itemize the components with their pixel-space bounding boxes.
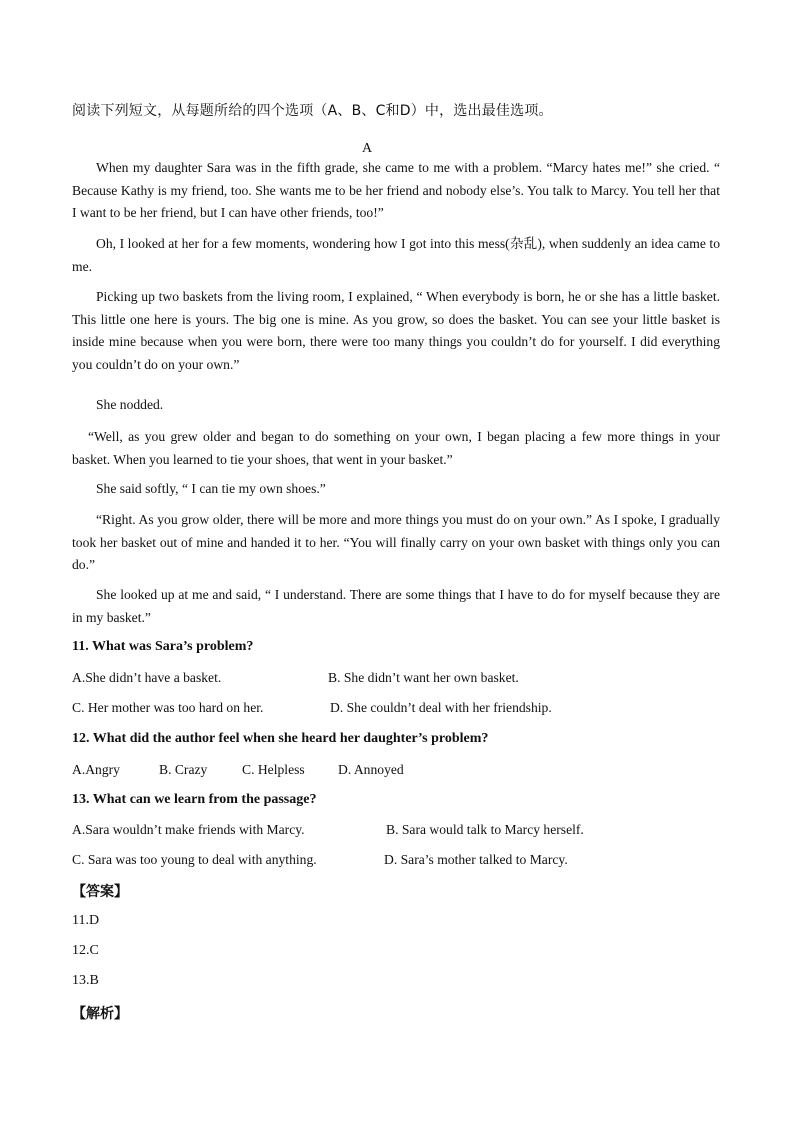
answer-heading: 【答案】 [72, 884, 128, 900]
analysis-heading: 【解析】 [72, 1006, 128, 1022]
question-12-option-d: D. Annoyed [338, 762, 404, 777]
answer-12: 12.C [72, 943, 99, 958]
question-11-option-a: A.She didn’t have a basket. [72, 670, 222, 685]
passage-paragraph-2: Oh, I looked at her for a few moments, wondering how I got into this mess(杂乱), when suddenly an idea came to me. [72, 236, 720, 274]
question-12-option-b: B. Crazy [159, 762, 208, 777]
question-13-option-d: D. Sara’s mother talked to Marcy. [384, 852, 568, 867]
passage-paragraph-6: She said softly, “ I can tie my own shoes.” [96, 481, 326, 496]
passage-paragraph-1: When my daughter Sara was in the fifth grade, she came to me with a problem. “Marcy hates me!” she cried. “ Because Kathy is my friend, too. She wants me to be her friend and nobody else’s. You talk to Marcy. You tell her that I want to be her friend, but I can have other friends, too!” [72, 160, 720, 221]
question-11-option-d: D. She couldn’t deal with her friendship. [330, 700, 552, 715]
passage-paragraph-3: Picking up two baskets from the living room, I explained, “ When everybody is born, he or she has a little basket. This little one here is yours. The big one is mine. As you grow, so does the basket. You can see your little basket is inside mine because when you were born, there were too many things you couldn’t do for yourself. I did everything you couldn’t do on your own.” [72, 289, 720, 372]
question-12-option-c: C. Helpless [242, 762, 305, 777]
question-12-option-a: A.Angry [72, 762, 120, 777]
passage-paragraph-5: “Well, as you grew older and began to do something on your own, I began placing a few more things in your basket. When you learned to tie your shoes, that went in your basket.” [72, 429, 720, 467]
answer-11: 11.D [72, 913, 100, 928]
answer-13: 13.B [72, 973, 99, 988]
passage-paragraph-8: She looked up at me and said, “ I understand. There are some things that I have to do for myself because they are in my basket.” [72, 587, 720, 625]
section-label: A [361, 141, 373, 156]
question-13-option-a: A.Sara wouldn’t make friends with Marcy. [72, 822, 305, 837]
question-11-option-c: C. Her mother was too hard on her. [72, 700, 264, 715]
question-12-stem: 12. What did the author feel when she heard her daughter’s problem? [72, 731, 489, 746]
passage-paragraph-4: She nodded. [96, 397, 164, 412]
instructions: 阅读下列短文，从每题所给的四个选项（A、B、C和D）中，选出最佳选项。 [72, 103, 553, 119]
question-11-stem: 11. What was Sara’s problem? [72, 639, 254, 654]
question-13-option-b: B. Sara would talk to Marcy herself. [386, 822, 584, 837]
question-11-option-b: B. She didn’t want her own basket. [328, 670, 519, 685]
question-13-option-c: C. Sara was too young to deal with anything. [72, 852, 317, 867]
passage-paragraph-7: “Right. As you grow older, there will be more and more things you must do on your own.” As I spoke, I gradually took her basket out of mine and handed it to her. “You will finally carry on your own basket with things only you can do.” [72, 512, 720, 573]
question-13-stem: 13. What can we learn from the passage? [72, 792, 317, 807]
